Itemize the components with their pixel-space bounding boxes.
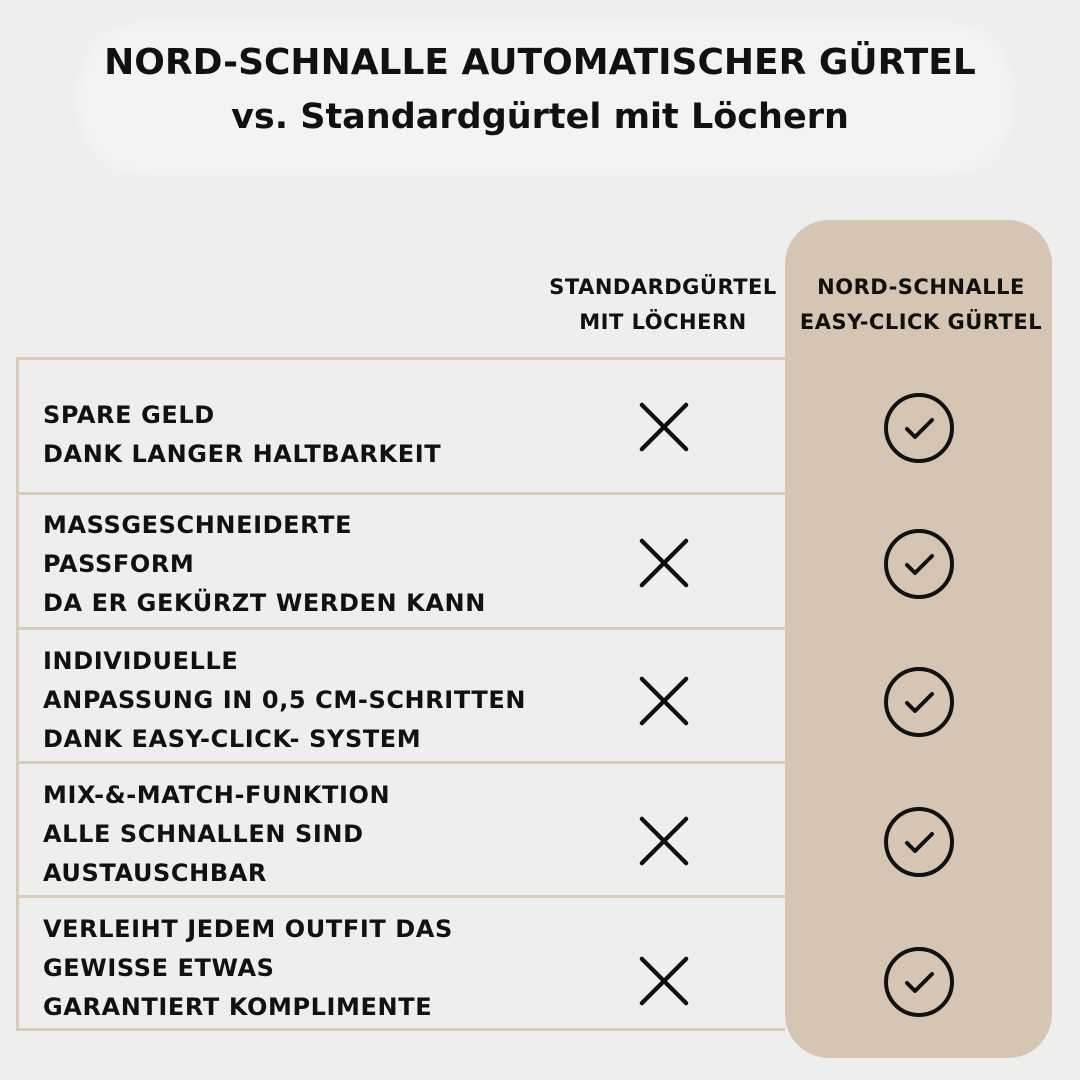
- column-header-nord-line: NORD-SCHNALLE: [817, 275, 1025, 299]
- row-feature-line: INDIVIDUELLE: [43, 647, 239, 675]
- x-icon: [638, 675, 690, 727]
- column-header-standard-line: MIT LÖCHERN: [579, 310, 747, 334]
- check-circle-icon: [882, 945, 956, 1019]
- row-feature-text: [43, 910, 453, 1027]
- row-feature-line: DANK EASY-CLICK- SYSTEM: [43, 725, 422, 753]
- x-icon: [638, 815, 690, 867]
- check-circle-icon: [882, 805, 956, 879]
- x-icon: [638, 955, 690, 1007]
- column-header-nord: [790, 270, 1052, 340]
- title-line-2: vs. Standardgürtel mit Löchern: [231, 97, 849, 137]
- row-feature-line: GARANTIERT KOMPLIMENTE: [43, 993, 433, 1021]
- check-circle-icon: [882, 665, 956, 739]
- row-feature-line: SPARE GELD: [43, 401, 215, 429]
- x-icon: [638, 401, 690, 453]
- column-header-nord-line: EASY-CLICK GÜRTEL: [799, 310, 1043, 334]
- row-feature-line: ANPASSUNG IN 0,5 CM-SCHRITTEN: [43, 686, 527, 714]
- row-feature-line: MIX-&-MATCH-FUNKTION: [43, 781, 391, 809]
- row-feature-text: [43, 776, 390, 893]
- row-feature-line: ALLE SCHNALLEN SIND: [43, 820, 364, 848]
- row-feature-text: [43, 506, 486, 623]
- row-feature-line: DA ER GEKÜRZT WERDEN KANN: [43, 589, 486, 617]
- nord-column-highlight: [785, 220, 1052, 1058]
- title-line-1: NORD-SCHNALLE AUTOMATISCHER GÜRTEL: [104, 42, 976, 83]
- row-feature-line: DANK LANGER HALTBARKEIT: [43, 440, 442, 468]
- page-title: [0, 36, 1080, 144]
- row-feature-line: PASSFORM: [43, 550, 195, 578]
- row-feature-text: [43, 642, 526, 759]
- column-header-standard-line: STANDARDGÜRTEL: [549, 275, 777, 299]
- row-feature-line: MASSGESCHNEIDERTE: [43, 511, 353, 539]
- check-circle-icon: [882, 527, 956, 601]
- row-feature-line: AUSTAUSCHBAR: [43, 859, 267, 887]
- row-feature-line: GEWISSE ETWAS: [43, 954, 275, 982]
- column-header-standard: [540, 270, 786, 340]
- x-icon: [638, 537, 690, 589]
- row-feature-text: [43, 396, 441, 474]
- check-circle-icon: [882, 391, 956, 465]
- row-feature-line: VERLEIHT JEDEM OUTFIT DAS: [43, 915, 453, 943]
